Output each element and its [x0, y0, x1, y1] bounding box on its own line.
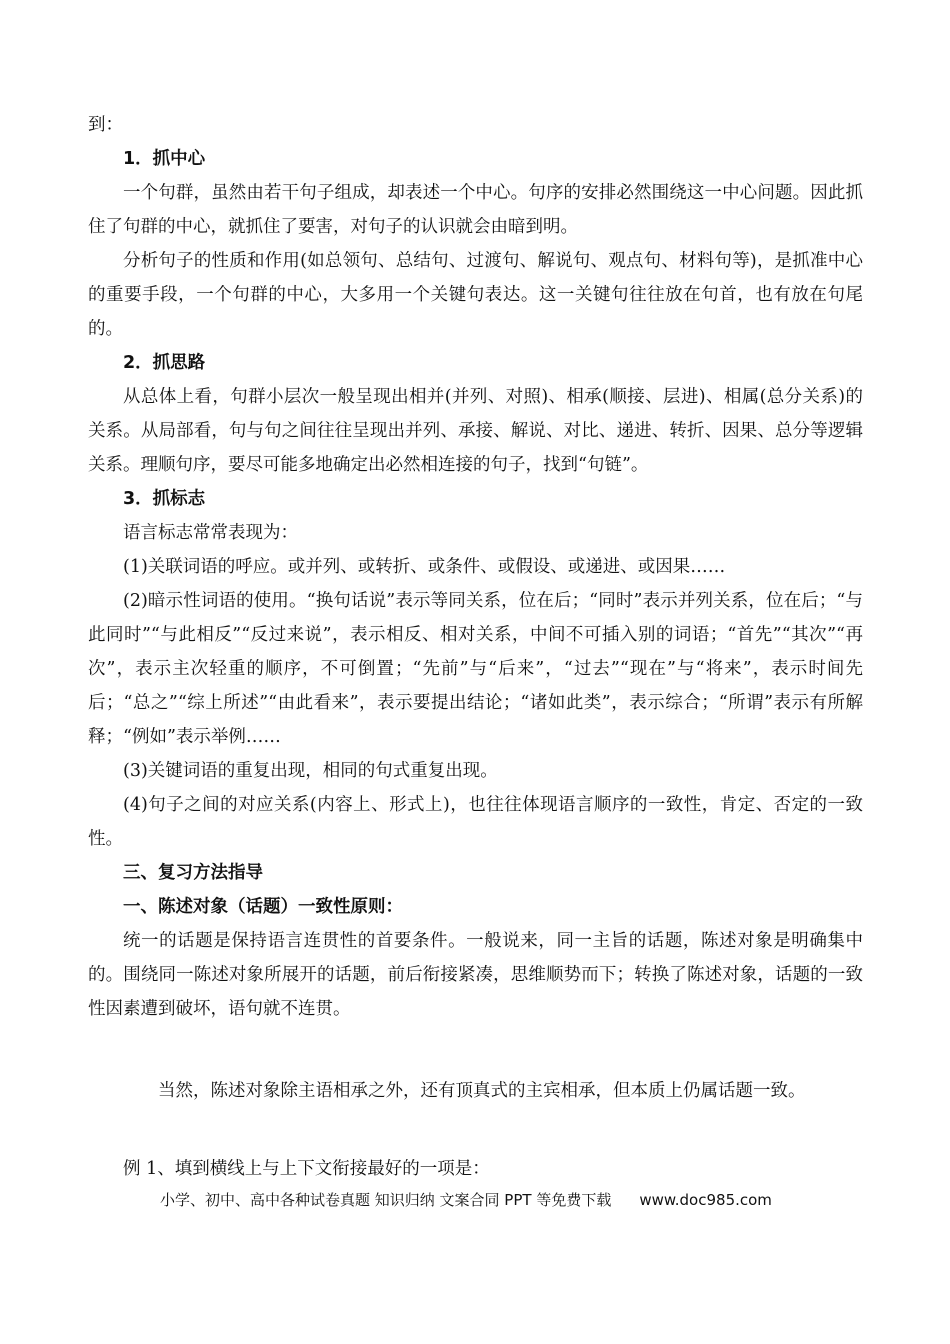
- page-footer: [160, 1188, 860, 1212]
- paragraph-center-2: 分析句子的性质和作用(如总领句、总结句、过渡句、解说句、观点句、材料句等)，是抓准中心的重要手段，一个句群的中心，大多用一个关键句表达。这一关键句往往放在句首，也有放在句尾的。: [88, 251, 863, 339]
- paragraph-markers-2: (2)暗示性词语的使用。“换句话说”表示等同关系，位在后；“同时”表示并列关系，位在后；“与此同时”“与此相反”“反过来说”，表示相反、相对关系，中间不可插入别的词语；“首先”“其次”“再次”，表示主次轻重的顺序，不可倒置；“先前”与“后来”，“过去”“现在”与“将来”，表示时间先后；“总之”“综上所述”“由此看来”，表示要提出结论；“诸如此类”，表示综合；“所谓”表示有所解释；“例如”表示举例……: [88, 591, 863, 747]
- heading-grasp-logic: 2．抓思路: [123, 353, 206, 373]
- paragraph-markers-3: (3)关键词语的重复出现，相同的句式重复出现。: [123, 761, 498, 781]
- footer-site: www.doc985.com: [639, 1191, 772, 1209]
- example-prompt: 例 1、填到横线上与上下文衔接最好的一项是：: [123, 1159, 490, 1179]
- paragraph-markers-intro: 语言标志常常表现为：: [123, 523, 298, 543]
- paragraph-subject-object: 当然，陈述对象除主语相承之外，还有顶真式的主宾相承，但本质上仍属话题一致。: [158, 1081, 806, 1101]
- heading-grasp-markers: 3．抓标志: [123, 489, 206, 509]
- heading-review-methods: 三、复习方法指导: [123, 863, 263, 883]
- heading-topic-consistency: 一、陈述对象（话题）一致性原则：: [123, 897, 403, 917]
- paragraph-markers-4: (4)句子之间的对应关系(内容上、形式上)，也往往体现语言顺序的一致性，肯定、否定的一致性。: [88, 795, 863, 849]
- heading-grasp-center: 1．抓中心: [123, 149, 206, 169]
- document-body: [88, 108, 863, 1026]
- paragraph-center-1: 一个句群，虽然由若干句子组成，却表述一个中心。句序的安排必然围绕这一中心问题。因此抓住了句群的中心，就抓住了要害，对句子的认识就会由暗到明。: [88, 183, 863, 237]
- footer-text: 小学、初中、高中各种试卷真题 知识归纳 文案合同 PPT 等免费下载: [160, 1191, 612, 1209]
- document-body-lower: [88, 1060, 863, 1122]
- example-block: [88, 1152, 863, 1186]
- paragraph-markers-1: (1)关联词语的呼应。或并列、或转折、或条件、或假设、或递进、或因果……: [123, 557, 726, 577]
- paragraph-topic-consistency: 统一的话题是保持语言连贯性的首要条件。一般说来，同一主旨的话题，陈述对象是明确集中的。围绕同一陈述对象所展开的话题，前后衔接紧凑，思维顺势而下；转换了陈述对象，话题的一致性因素遭到破坏，语句就不连贯。: [88, 931, 863, 1019]
- paragraph-continuation: 到：: [88, 115, 123, 135]
- paragraph-logic: 从总体上看，句群小层次一般呈现出相并(并列、对照)、相承(顺接、层进)、相属(总分关系)的关系。从局部看，句与句之间往往呈现出并列、承接、解说、对比、递进、转折、因果、总分等逻辑关系。理顺句序，要尽可能多地确定出必然相连接的句子，找到“句链”。: [88, 387, 863, 475]
